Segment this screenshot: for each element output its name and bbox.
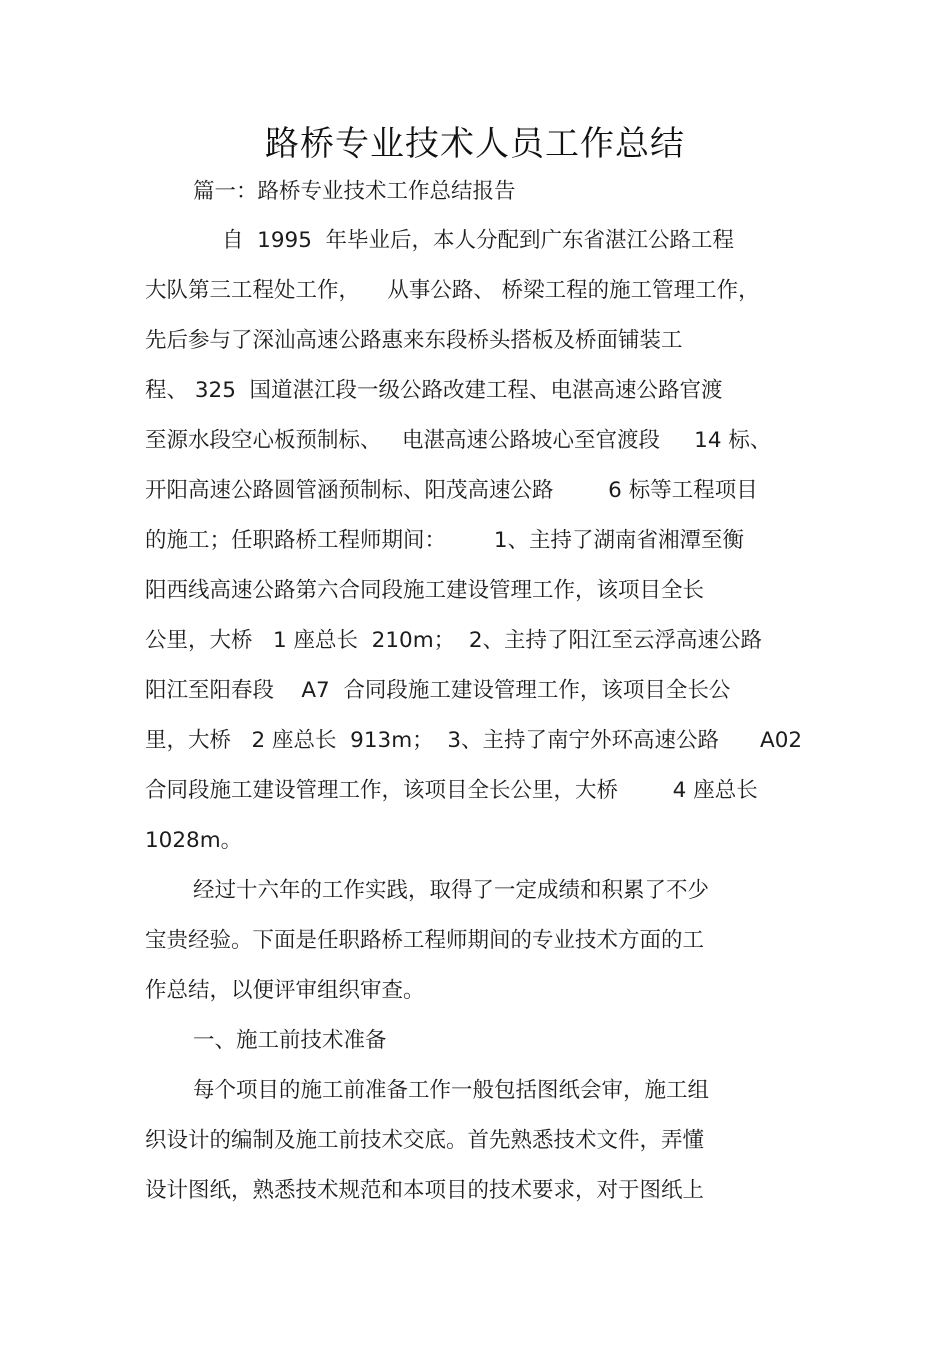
paragraph-line: 设计图纸，熟悉技术规范和本项目的技术要求，对于图纸上 <box>145 1178 705 1203</box>
paragraph-line: 里，大桥 2 座总长 913m； 3、主持了南宁外环高速公路 A02 <box>145 728 803 753</box>
section-heading-preparation: 一、施工前技术准备 <box>193 1028 387 1053</box>
paragraph-line: 阳江至阳春段 A7 合同段施工建设管理工作，该项目全长公 <box>145 678 731 703</box>
paragraph-line: 自 1995 年毕业后，本人分配到广东省湛江公路工程 <box>222 228 735 253</box>
paragraph-line: 先后参与了深汕高速公路惠来东段桥头搭板及桥面铺装工 <box>145 328 683 353</box>
paragraph-line: 的施工；任职路桥工程师期间： 1、主持了湖南省湘潭至衡 <box>145 528 745 553</box>
section-heading-part-one: 篇一：路桥专业技术工作总结报告 <box>193 179 516 204</box>
paragraph-line: 每个项目的施工前准备工作一般包括图纸会审，施工组 <box>193 1078 710 1103</box>
paragraph-line: 开阳高速公路圆管涵预制标、阳茂高速公路 6 标等工程项目 <box>145 478 758 503</box>
paragraph-line: 合同段施工建设管理工作，该项目全长公里，大桥 4 座总长 <box>145 778 758 803</box>
paragraph-line: 公里，大桥 1 座总长 210m； 2、主持了阳江至云浮高速公路 <box>145 628 763 653</box>
paragraph-line: 至源水段空心板预制标、 电湛高速公路坡心至官渡段 14 标、 <box>145 428 772 453</box>
paragraph-line: 阳西线高速公路第六合同段施工建设管理工作，该项目全长 <box>145 578 705 603</box>
paragraph-line: 1028m。 <box>145 828 243 853</box>
document-title: 路桥专业技术人员工作总结 <box>265 124 685 164</box>
paragraph-line: 程、 325 国道湛江段一级公路改建工程、电湛高速公路官渡 <box>145 378 723 403</box>
paragraph-line: 作总结，以便评审组织审查。 <box>145 978 425 1003</box>
paragraph-line: 宝贵经验。下面是任职路桥工程师期间的专业技术方面的工 <box>145 928 705 953</box>
paragraph-line: 大队第三工程处工作， 从事公路、 桥梁工程的施工管理工作， <box>145 278 760 303</box>
paragraph-line: 经过十六年的工作实践，取得了一定成绩和积累了不少 <box>193 878 710 903</box>
paragraph-line: 织设计的编制及施工前技术交底。首先熟悉技术文件，弄懂 <box>145 1128 705 1153</box>
